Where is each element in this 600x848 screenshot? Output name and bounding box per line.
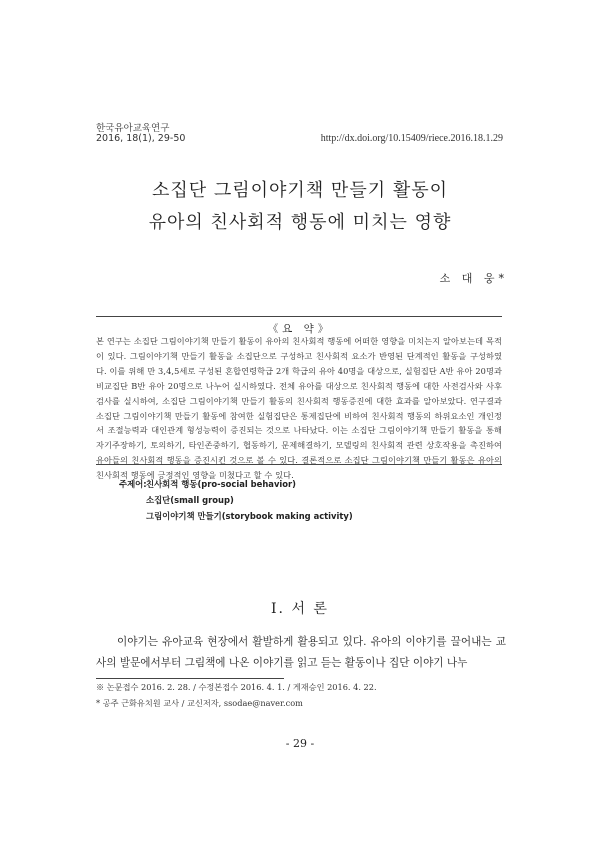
keyword-item: 친사회적 행동(pro-social behavior)	[146, 479, 296, 489]
page-number: - 29 -	[285, 737, 315, 750]
doi-link[interactable]: http://dx.doi.org/10.15409/riece.2016.18.1.29	[320, 133, 503, 144]
abstract-top-rule	[96, 316, 502, 317]
keywords-label: 주제어:	[119, 479, 147, 489]
title-line-1: 소집단 그림이야기책 만들기 활동이	[152, 180, 448, 201]
journal-name: 한국유아교육연구	[96, 123, 170, 134]
journal-issue: 2016, 18(1), 29-50	[96, 133, 186, 144]
section-heading: I. 서 론	[271, 601, 329, 617]
footnote-author: * 공주 근화유치원 교사 / 교신저자, ssodae@naver.com	[96, 698, 303, 708]
abstract-heading: 《요 약》	[267, 323, 333, 335]
title-line-2: 유아의 친사회적 행동에 미치는 영향	[148, 212, 452, 233]
keyword-item: 그림이야기책 만들기(storybook making activity)	[146, 511, 353, 521]
abstract-text: 본 연구는 소집단 그림이야기책 만들기 활동이 유아의 친사회적 행동에 어떠한 영향을 미치는지 알아보는데 목적이 있다. 그림이야기책 만들기 활동을 소집단으로 구성하고 친사회적 요소가 반영된 단계적인 활동을 구성하였다. 이를 위해 만 3,4,5세로 구성된 혼합연령학급 2개 학급의 유아 40명을 대상으로, 실험집단 A반 유아 20명과 비교집단 B반 유아 20명으로 나누어 실시하였다. 전체 유아를 대상으로 친사회적 행동에 대한 사전검사와 사후검사를 실시하여, 소집단 그림이야기책 만들기 활동의 친사회적 행동증진에 대한 효과를 알아보았다. 연구결과 소집단 그림이야기책 만들기 활동에 참여한 실험집단은 통제집단에 비하여 친사회적 행동의 하위요소인 개인정서 조절능력과 대인관계 형성능력이 증진되는 것으로 나타났다. 이는 소집단 그림이야기책 만들기 활동을 통해 자기주장하기, 토의하기, 타인존중하기, 협동하기, 문제해결하기, 모델링의 친사회적 관련 상호작용을 촉진하여 유아들의 친사회적 행동을 증진시킨 것으로 볼 수 있다. 결론적으로 소집단 그림이야기책 만들기 활동은 유아의 친사회적 행동에 긍정적인 영향을 미쳤다고 할 수 있다.	[96, 336, 502, 481]
keyword-item: 소집단(small group)	[146, 495, 234, 505]
footnote-dates: ※ 논문접수 2016. 2. 28. / 수정본접수 2016. 4. 1. / 게재승인 2016. 4. 22.	[96, 682, 377, 692]
footnote-rule	[96, 678, 284, 679]
author-name: 소 대 웅*	[439, 272, 508, 285]
body-paragraph: 이야기는 유아교육 현장에서 활발하게 활용되고 있다. 유아의 이야기를 끌어내는 교사의 발문에서부터 그림책에 나온 이야기를 읽고 듣는 활동이나 집단 이야기 나누	[96, 636, 506, 669]
